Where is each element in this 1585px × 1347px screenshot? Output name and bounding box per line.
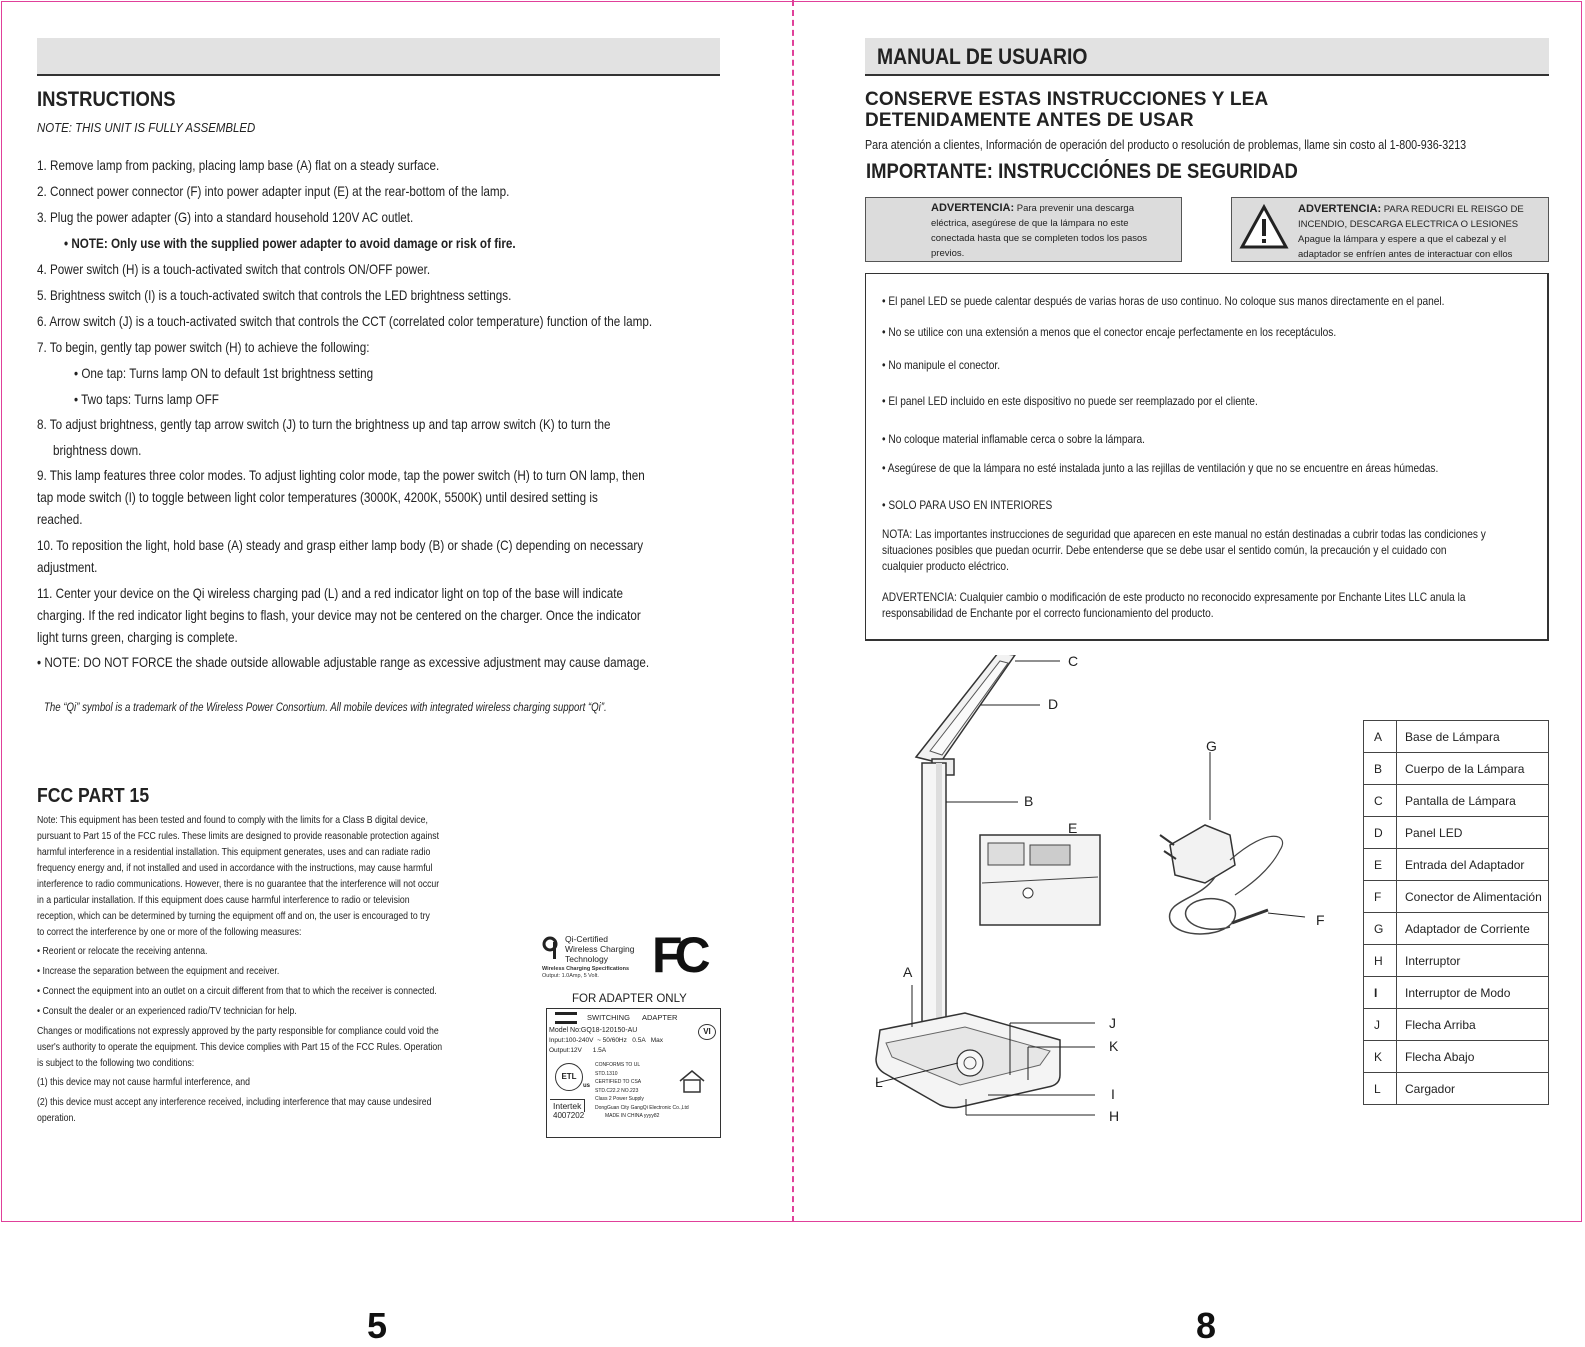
safety-box xyxy=(865,273,1549,641)
warning-box-fire xyxy=(1231,197,1549,262)
step-line: tap mode switch (I) to toggle between light color temperatures (3000K, 4200K, 5500K) until desired setting is xyxy=(37,490,598,505)
warning-label: ADVERTENCIA: xyxy=(1298,203,1382,215)
table-row xyxy=(1364,913,1549,945)
fcc-line: • Reorient or relocate the receiving antenna. xyxy=(37,946,208,957)
qi-badge-line: Technology xyxy=(565,954,609,964)
step-line: • NOTE: DO NOT FORCE the shade outside allowable adjustable range as excessive adjustment may cause damage. xyxy=(37,655,650,670)
part-name: Cuerpo de la Lámpara xyxy=(1397,753,1549,785)
adapter-conformity xyxy=(595,1061,689,1121)
table-row xyxy=(1364,817,1549,849)
fcc-line: reception, which can be determined by turning the equipment off and on, the user is encouraged to try xyxy=(37,911,430,922)
part-key: L xyxy=(1364,1073,1397,1105)
part-name: Base de Lámpara xyxy=(1397,721,1549,753)
part-name: Interruptor de Modo xyxy=(1397,977,1549,1009)
adapter-input: Input:100-240V ~ 50/60Hz 0.5A Max xyxy=(549,1037,664,1044)
qi-trademark-note: The “Qi” symbol is a trademark of the Wireless Power Consortium. All mobile devices with integrated wireless charging support “Qi”. xyxy=(44,702,607,714)
instructions-title: INSTRUCTIONS xyxy=(37,88,176,111)
part-key: A xyxy=(1364,721,1397,753)
part-key: J xyxy=(1364,1009,1397,1041)
fcc-line: user's authority to operate the equipment. This device complies with Part 15 of the FCC Rules. Operation xyxy=(37,1042,443,1053)
table-row xyxy=(1364,721,1549,753)
step-line: 3. Plug the power adapter (G) into a standard household 120V AC outlet. xyxy=(37,210,414,225)
assembled-note: NOTE: THIS UNIT IS FULLY ASSEMBLED xyxy=(37,120,256,135)
part-name: Entrada del Adaptador xyxy=(1397,849,1549,881)
table-row xyxy=(1364,1009,1549,1041)
table-row xyxy=(1364,753,1549,785)
qi-symbol-icon xyxy=(542,935,560,961)
etl-text: ETL xyxy=(561,1072,577,1081)
conformity-line: DongGuan City GangQi Electronic Co.,Ltd xyxy=(595,1104,689,1111)
qi-logo xyxy=(542,935,560,961)
keep-instructions-line2: DETENIDAMENTE ANTES DE USAR xyxy=(865,110,1194,131)
conformity-line: Class 2 Power Supply xyxy=(595,1096,644,1102)
step-line: 6. Arrow switch (J) is a touch-activated switch that controls the CCT (correlated color temperature) function of the lamp. xyxy=(37,314,653,329)
safety-line: • El panel LED incluido en este dispositivo no puede ser reemplazado por el cliente. xyxy=(882,394,1258,408)
part-name: Adaptador de Corriente xyxy=(1397,913,1549,945)
power-adapter xyxy=(1160,752,1305,934)
safety-line: • No manipule el conector. xyxy=(882,358,1001,372)
qi-spec-text xyxy=(542,966,629,980)
qi-spec-line: Wireless Charging Specifications xyxy=(542,966,630,972)
step-line: 10. To reposition the light, hold base (A) steady and grasp either lamp body (B) or shade (C) depending on necessary xyxy=(37,538,644,553)
important-safety-title: IMPORTANTE: INSTRUCCIÓNES DE SEGURIDAD xyxy=(866,160,1298,183)
lamp-diagram xyxy=(870,655,1330,1145)
qi-spec-line: Output: 1.0Amp, 5 Volt. xyxy=(542,973,599,979)
qi-badge-line: Qi-Certified xyxy=(565,934,608,944)
adapter-output: Output:12V 1.5A xyxy=(549,1047,607,1054)
step-line: 7. To begin, gently tap power switch (H) to achieve the following: xyxy=(37,340,370,355)
step-line: 11. Center your device on the Qi wireless charging pad (L) and a red indicator light on top of the base will indicate xyxy=(37,586,623,601)
efficiency-vi-mark: VI xyxy=(698,1024,716,1040)
fcc-logo: FC xyxy=(652,927,703,983)
adapter-label-box xyxy=(546,1008,721,1138)
step-line: • One tap: Turns lamp ON to default 1st brightness setting xyxy=(74,366,374,381)
diagram-label-c: C xyxy=(1068,653,1079,669)
part-key: B xyxy=(1364,753,1397,785)
safety-line: responsabilidad de Enchante por el correcto funcionamiento del producto. xyxy=(882,606,1214,620)
conformity-line: CERTIFIED TO CSA xyxy=(595,1079,642,1085)
fcc-line: Note: This equipment has been tested and found to comply with the limits for a Class B digital device, xyxy=(37,815,428,826)
step-line: brightness down. xyxy=(53,443,142,458)
table-row xyxy=(1364,1041,1549,1073)
part-name: Interruptor xyxy=(1397,945,1549,977)
warning-text: PARA REDUCRI EL REISGO DE INCENDIO, DESCARGA ELECTRICA O LESIONES Apague la lámpara y espere a que el cabezal y el adaptador se enfríen antes de interactuar con ellos xyxy=(1298,204,1524,260)
part-name: Panel LED xyxy=(1397,817,1549,849)
warning-box-shock xyxy=(865,197,1182,262)
fcc-line: operation. xyxy=(37,1113,76,1124)
keep-instructions-line1: CONSERVE ESTAS INSTRUCCIONES Y LEA xyxy=(865,89,1269,110)
fcc-line: • Connect the equipment into an outlet on a circuit different from that to which the receiver is connected. xyxy=(37,986,437,997)
safety-line: ADVERTENCIA: Cualquier cambio o modificación de este producto no reconocido expresamente por Enchante Lites LLC anula la xyxy=(882,590,1466,604)
safety-line: • El panel LED se puede calentar después de varias horas de uso continuo. No coloque sus manos directamente en el panel. xyxy=(882,294,1445,308)
step-line: 4. Power switch (H) is a touch-activated switch that controls ON/OFF power. xyxy=(37,262,431,277)
part-name: Conector de Alimentación xyxy=(1397,881,1549,913)
safety-line: situaciones posibles que puedan ocurrir. Debe entenderse que se debe usar el sentido común, la precaución y el cuidado con xyxy=(882,543,1447,557)
table-row xyxy=(1364,1073,1549,1105)
step-line: charging. If the red indicator light begins to flash, your device may not be centered on the charger. Once the indicator xyxy=(37,608,641,623)
part-name: Flecha Abajo xyxy=(1397,1041,1549,1073)
part-key: H xyxy=(1364,945,1397,977)
part-key: F xyxy=(1364,881,1397,913)
for-adapter-only: FOR ADAPTER ONLY xyxy=(572,993,687,1005)
qi-badge-text xyxy=(565,934,634,964)
step-line: 2. Connect power connector (F) into power adapter input (E) at the rear-bottom of the lamp. xyxy=(37,184,510,199)
step-line: adjustment. xyxy=(37,560,98,575)
indoor-house-icon xyxy=(678,1069,706,1098)
step-line: reached. xyxy=(37,512,83,527)
part-key: I xyxy=(1364,977,1397,1009)
parts-legend-table xyxy=(1363,720,1549,1105)
fcc-line: in a particular installation. If this equipment does cause harmful interference to radio or television xyxy=(37,895,410,906)
manual-title: MANUAL DE USUARIO xyxy=(877,44,1088,69)
diagram-label-f: F xyxy=(1316,912,1325,928)
diagram-label-a: A xyxy=(903,964,913,980)
adapter-brand: SWITCHING ADAPTER xyxy=(587,1013,678,1022)
warning-label: ADVERTENCIA: xyxy=(931,202,1015,214)
page-number-left: 5 xyxy=(367,1305,388,1346)
fcc-line: pursuant to Part 15 of the FCC rules. These limits are designed to provide reasonable protection against xyxy=(37,831,440,842)
table-row xyxy=(1364,977,1549,1009)
step-line: 9. This lamp features three color modes. To adjust lighting color mode, tap the power switch (H) to turn ON lamp, then xyxy=(37,468,645,483)
warning-text: Para prevenir una descarga eléctrica, asegúrese de que la lámpara no este conectada hasta que se completen todos los pasos previos. xyxy=(931,203,1148,259)
fcc-line: Changes or modifications not expressly approved by the party responsible for compliance could void the xyxy=(37,1026,439,1037)
fcc-line: is subject to the following two conditions: xyxy=(37,1058,195,1069)
step-line: • NOTE: Only use with the supplied power adapter to avoid damage or risk of fire. xyxy=(64,236,516,251)
diagram-label-g: G xyxy=(1206,738,1217,754)
qi-badge-line: Wireless Charging xyxy=(565,944,635,954)
fcc-line: (2) this device must accept any interference received, including interference that may cause undesired xyxy=(37,1097,432,1108)
etl-logo xyxy=(555,1063,583,1091)
fcc-line: (1) this device may not cause harmful interference, and xyxy=(37,1077,250,1088)
fcc-line: • Increase the separation between the equipment and receiver. xyxy=(37,966,280,977)
part-key: C xyxy=(1364,785,1397,817)
part-key: D xyxy=(1364,817,1397,849)
step-line: 1. Remove lamp from packing, placing lamp base (A) flat on a steady surface. xyxy=(37,158,440,173)
safety-line: • No se utilice con una extensión a menos que el conector encaje perfectamente en los receptáculos. xyxy=(882,325,1337,339)
table-row xyxy=(1364,849,1549,881)
safety-line: NOTA: Las importantes instrucciones de seguridad que aparecen en este manual no están destinadas a cubrir todas las condiciones y xyxy=(882,527,1486,541)
part-key: E xyxy=(1364,849,1397,881)
safety-line: • Asegúrese de que la lámpara no esté instalada junto a las rejillas de ventilación y que no se encuentre en áreas húmedas. xyxy=(882,461,1439,475)
fcc-line: to correct the interference by one or more of the following measures: xyxy=(37,927,302,938)
step-line: 5. Brightness switch (I) is a touch-activated switch that controls the LED brightness settings. xyxy=(37,288,512,303)
table-row xyxy=(1364,785,1549,817)
conformity-line: STD.C22.2 NO.223 xyxy=(595,1087,639,1094)
diagram-label-i: I xyxy=(1111,1086,1115,1102)
diagram-label-h: H xyxy=(1109,1108,1120,1124)
page-number-right: 8 xyxy=(1196,1305,1217,1346)
part-key: K xyxy=(1364,1041,1397,1073)
step-line: light turns green, charging is complete. xyxy=(37,630,238,645)
fcc-line: frequency energy and, if not installed and used in accordance with the instructions, may cause harmful xyxy=(37,863,433,874)
fcc-title: FCC PART 15 xyxy=(37,785,150,807)
diagram-label-d: D xyxy=(1048,696,1059,712)
conformity-line: MADE IN CHINA yyyy82 xyxy=(605,1113,660,1119)
fcc-line: harmful interference in a residential installation. This equipment generates, uses and can radiate radio xyxy=(37,847,431,858)
diagram-label-b: B xyxy=(1024,793,1034,809)
safety-line: • SOLO PARA USO EN INTERIORES xyxy=(882,498,1053,512)
safety-line: • No coloque material inflamable cerca o sobre la lámpara. xyxy=(882,432,1145,446)
fcc-line: interference to radio communications. However, there is no guarantee that the interference will not occur xyxy=(37,879,440,890)
step-line: 8. To adjust brightness, gently tap arrow switch (J) to turn the brightness up and tap arrow switch (K) to turn the xyxy=(37,417,611,432)
fcc-line: • Consult the dealer or an experienced radio/TV technician for help. xyxy=(37,1006,297,1017)
part-key: G xyxy=(1364,913,1397,945)
adapter-brand-icon xyxy=(555,1012,577,1024)
warning-triangle-icon xyxy=(1239,204,1289,255)
part-name: Cargador xyxy=(1397,1073,1549,1105)
left-header-bar xyxy=(37,38,720,76)
diagram-label-e: E xyxy=(1068,820,1078,836)
lamp-body xyxy=(922,763,946,1025)
intertek-text: Intertek xyxy=(550,1099,585,1112)
charging-pad xyxy=(957,1050,983,1076)
intertek-number: 4007202 xyxy=(553,1111,585,1120)
diagram-label-j: J xyxy=(1109,1015,1116,1031)
step-line: • Two taps: Turns lamp OFF xyxy=(74,392,219,407)
part-name: Flecha Arriba xyxy=(1397,1009,1549,1041)
etl-us-text: us xyxy=(583,1083,591,1089)
conformity-line: CONFORMS TO UL xyxy=(595,1062,641,1068)
safety-line: cualquier producto eléctrico. xyxy=(882,559,1009,573)
adapter-model: Model No:GQ18-120150-AU xyxy=(549,1027,638,1034)
part-name: Pantalla de Lámpara xyxy=(1397,785,1549,817)
table-row xyxy=(1364,945,1549,977)
diagram-label-k: K xyxy=(1109,1038,1119,1054)
diagram-label-l: L xyxy=(875,1074,883,1090)
fold-line xyxy=(792,0,794,1222)
conformity-line: STD.1310 xyxy=(595,1070,618,1077)
table-row xyxy=(1364,881,1549,913)
customer-service-line: Para atención a clientes, Información de operación del producto o resolución de problemas, llame sin costo al 1-800-936-3213 xyxy=(865,138,1467,152)
